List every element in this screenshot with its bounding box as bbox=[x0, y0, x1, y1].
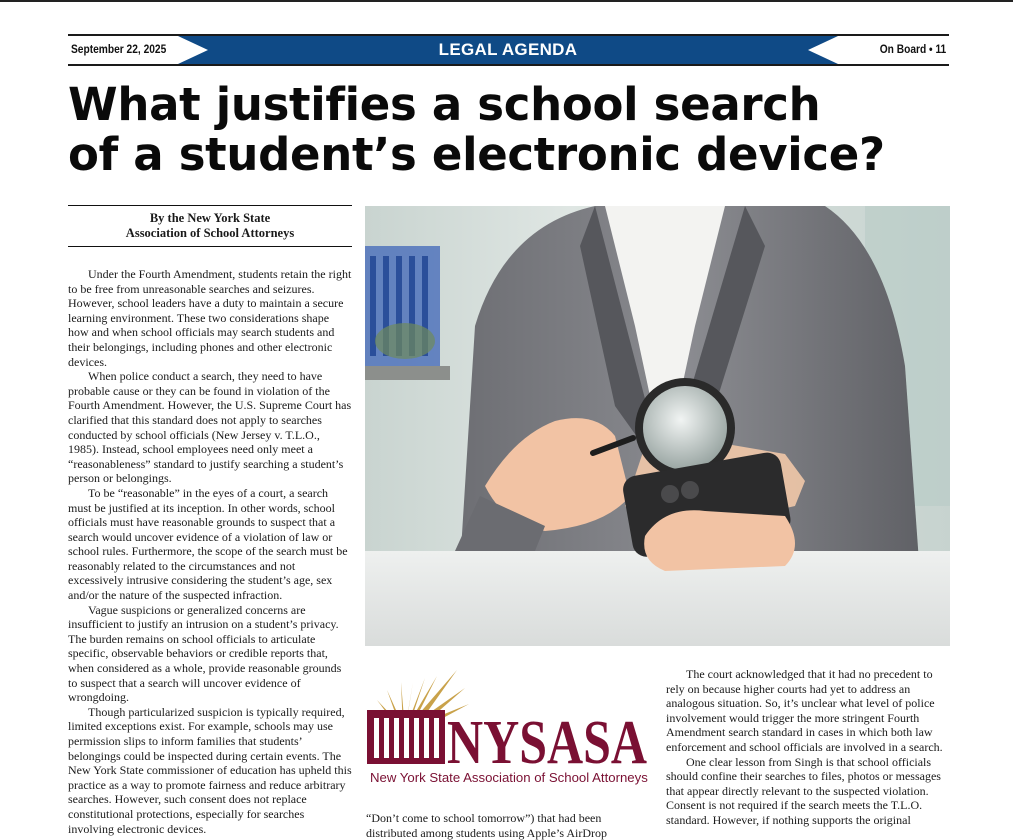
paragraph: Vague suspicions or generalized concerns are insufficient to justify an intrusion on a student’s privacy. The burden remains on school officials to articulate specific, observable behaviors or credible reports that, when considered as a whole, provide reasonable grounds to suspect that a search will uncover evidence of wrongdoing. bbox=[68, 602, 342, 705]
logo-mark bbox=[365, 668, 650, 768]
paragraph: Under the Fourth Amendment, students retain the right to be free from unreasonable searches and seizures. However, school leaders have a duty to maintain a secure learning environment. These two considerations shape how and when school officials may search students and their belongings, including phones and other electronic devices. bbox=[68, 267, 352, 369]
left-column bbox=[68, 267, 352, 836]
issue-date: September 22, 2025 bbox=[71, 42, 167, 56]
byline-line-2: Association of School Attorneys bbox=[125, 226, 295, 240]
right-column bbox=[666, 667, 950, 828]
byline-line-1: By the New York State bbox=[149, 211, 271, 225]
paragraph: To be “reasonable” in the eyes of a court, a search must be justified at its inception. In other words, school officials must have reasonable grounds to suspect that a search would uncover evidence of a violation of law or school rules. Furthermore, the scope of the search must be reasonably related to the circumstances and not excessively intrusive considering the student’s age, sex and/or the nature of the suspected infraction. bbox=[68, 485, 348, 603]
paragraph: “Don’t come to school tomorrow”) that had been distributed among students using Apple’s AirDrop bbox=[366, 811, 607, 840]
band-right-notch bbox=[808, 36, 838, 64]
logo-wordmark: NYSASA bbox=[447, 709, 648, 768]
band-left-notch bbox=[178, 36, 208, 64]
section-header-band bbox=[68, 34, 949, 66]
top-rule bbox=[0, 0, 1013, 2]
page-label: On Board • 11 bbox=[879, 42, 946, 56]
article-photo bbox=[365, 206, 950, 646]
byline bbox=[68, 205, 352, 247]
headline-line-2: of a student’s electronic device? bbox=[68, 128, 885, 181]
paragraph: When police conduct a search, they need to have probable cause or they can be found in violation of the Fourth Amendment. However, the U.S. Supreme Court has clarified that this standard does not apply to searches conducted by school officials (New Jersey v. T.L.O., 1985). Instead, school employees need only meet a “reasonableness” standard to justify searching a student’s person or belongings. bbox=[68, 369, 352, 486]
middle-column bbox=[366, 811, 649, 840]
photo-illustration bbox=[365, 206, 950, 646]
paragraph: Though particularized suspicion is typically required, limited exceptions exist. For example, schools may use permission slips to inform families that students’ belongings could be inspected during certain events. The New York State commissioner of education has upheld this practice as a way to promote fairness and reduce arbitrary searches. However, such consent does not replace constitutional protections, especially for searches involving electronic devices. bbox=[68, 704, 352, 836]
paragraph: The court acknowledged that it had no precedent to rely on because higher courts had yet to address an analogous situation. So, it’s unclear what level of police involvement would trigger the more stringent Fourth Amendment search standard in cases in which both law enforcement and school officials are involved in a search. bbox=[666, 667, 943, 754]
logo-subtitle: New York State Association of School Attorneys bbox=[370, 770, 648, 785]
section-title: LEGAL AGENDA bbox=[438, 40, 578, 59]
headline-line-1: What justifies a school search bbox=[68, 78, 821, 131]
article-headline bbox=[68, 80, 958, 180]
paragraph: One clear lesson from Singh is that school officials should confine their searches to files, photos or messages that appear directly relevant to the suspected violation. Consent is not required if the search meets the T.L.O. standard. However, if nothing supports the original bbox=[666, 754, 941, 827]
